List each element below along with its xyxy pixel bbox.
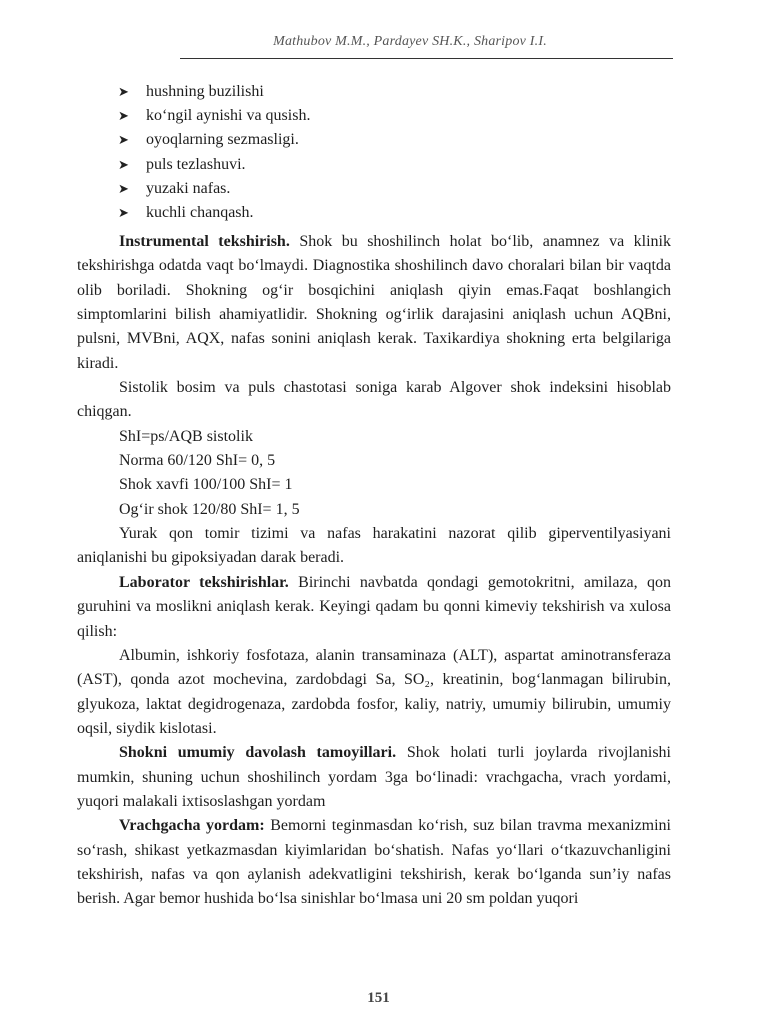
running-header: Mathubov M.M., Pardayev SH.K., Sharipov I.I.: [273, 34, 547, 49]
monitoring-paragraph: Yurak qon tomir tizimi va nafas harakatini nazorat qilib giperventilyasiyani aniqlanishi bu gipoksiyadan darak beradi.: [77, 525, 671, 567]
list-item: [118, 177, 310, 201]
list-item: [118, 153, 310, 177]
principles-paragraph: [77, 741, 671, 814]
principles-text: Shok holati turli joylarda rivojlanishi mumkin, shuning uchun shoshilinch yordam 3ga bo‘linadi: vrachgacha, vrach yordami, yuqori malakali ixtisoslashgan yordam: [77, 744, 671, 810]
list-item: [118, 104, 310, 128]
laborator-text: Birinchi navbatda qondagi gemotokritni, amilaza, qon guruhini va moslikni aniqlash kerak. Keyingi qadam bu qonni kimeviy tekshirish va xulosa qilish:: [77, 573, 671, 640]
list-item-text: oyoqlarning sezmasligi.: [146, 131, 299, 149]
arrow-bullet-icon: ➤: [118, 180, 129, 196]
list-item: [118, 201, 310, 225]
arrow-bullet-icon: ➤: [118, 132, 129, 148]
page-body: [77, 230, 671, 912]
header-rule: [180, 58, 673, 59]
instrumental-text: Shok bu shoshilinch holat bo‘lib, anamnez va klinik tekshirishga odatda vaqt bo‘lmaydi. Diagnostika shoshilinch davo choralari bilan bir vaqtda olib boriladi. Shokning og‘ir bosqichini aniqlash qiyin emas.Faqat boshlangich simptomlarini bilish ahamiyatlidir. Shokning og‘irlik darajasini aniqlash uchun AQBni, pulsni, MVBni, AQX, nafas sonini aniqlash kerak. Taxikardiya shokning erta belgilariga kiradi.: [77, 233, 671, 372]
arrow-bullet-icon: ➤: [118, 205, 129, 221]
prehospital-heading: Vrachgacha yordam:: [119, 817, 265, 835]
instrumental-heading: Instrumental tekshirish.: [119, 233, 290, 250]
list-item: [118, 128, 310, 152]
analytes-paragraph: Albumin, ishkoriy fosfotaza, alanin transaminaza (ALT), aspartat aminotransferaza (AST), qonda azot mochevina, zardobdagi Sa, SO₂, kreatinin, bog‘lanmagan bilirubin, glyukoza, laktat degidrogenaza, zardobda fosfor, kaliy, natriy, umumiy bilirubin, umumiy oqsil, siydik kislotasi.: [77, 646, 671, 737]
arrow-bullet-icon: ➤: [118, 156, 129, 172]
symptom-list: [118, 80, 310, 225]
arrow-bullet-icon: ➤: [118, 108, 129, 124]
shock-index-severe: Og‘ir shok 120/80 ShI= 1, 5: [119, 500, 300, 518]
instrumental-paragraph: [77, 230, 671, 376]
arrow-bullet-icon: ➤: [118, 84, 129, 100]
list-item-text: kuchli chanqash.: [146, 204, 254, 222]
list-item-text: ko‘ngil aynishi va qusish.: [146, 107, 311, 125]
principles-heading: Shokni umumiy davolash tamoyillari.: [119, 744, 397, 762]
laborator-paragraph: [77, 571, 671, 644]
list-item-text: puls tezlashuvi.: [146, 155, 246, 173]
prehospital-text: Bemorni teginmasdan ko‘rish, suz bilan travma mexanizmini so‘rash, shikast yetkazmasdan kiyimlaridan bo‘shatish. Nafas yo‘llari o‘tkazuvchanligini tekshirish, nafas va qon aylanish adekvatligini tekshirish, kerak bo‘lganda sun’iy nafas berish. Agar bemor hushida bo‘lsa sinishlar bo‘lmasa uni 20 sm poldan yuqori: [77, 817, 672, 908]
list-item-text: yuzaki nafas.: [146, 179, 231, 197]
algover-intro: Sistolik bosim va puls chastotasi soniga karab Algover shok indeksini hisoblab chiqgan.: [77, 379, 671, 421]
laborator-heading: Laborator tekshirishlar.: [119, 573, 289, 591]
list-item-text: hushning buzilishi: [146, 83, 264, 101]
shock-index-formula: ShI=ps/AQB sistolik: [119, 427, 253, 445]
list-item: [118, 80, 310, 104]
prehospital-paragraph: [77, 814, 671, 911]
shock-index-norma: Norma 60/120 ShI= 0, 5: [119, 452, 276, 470]
page-number: 151: [367, 990, 390, 1006]
shock-index-risk: Shok xavfi 100/100 ShI= 1: [119, 476, 293, 494]
